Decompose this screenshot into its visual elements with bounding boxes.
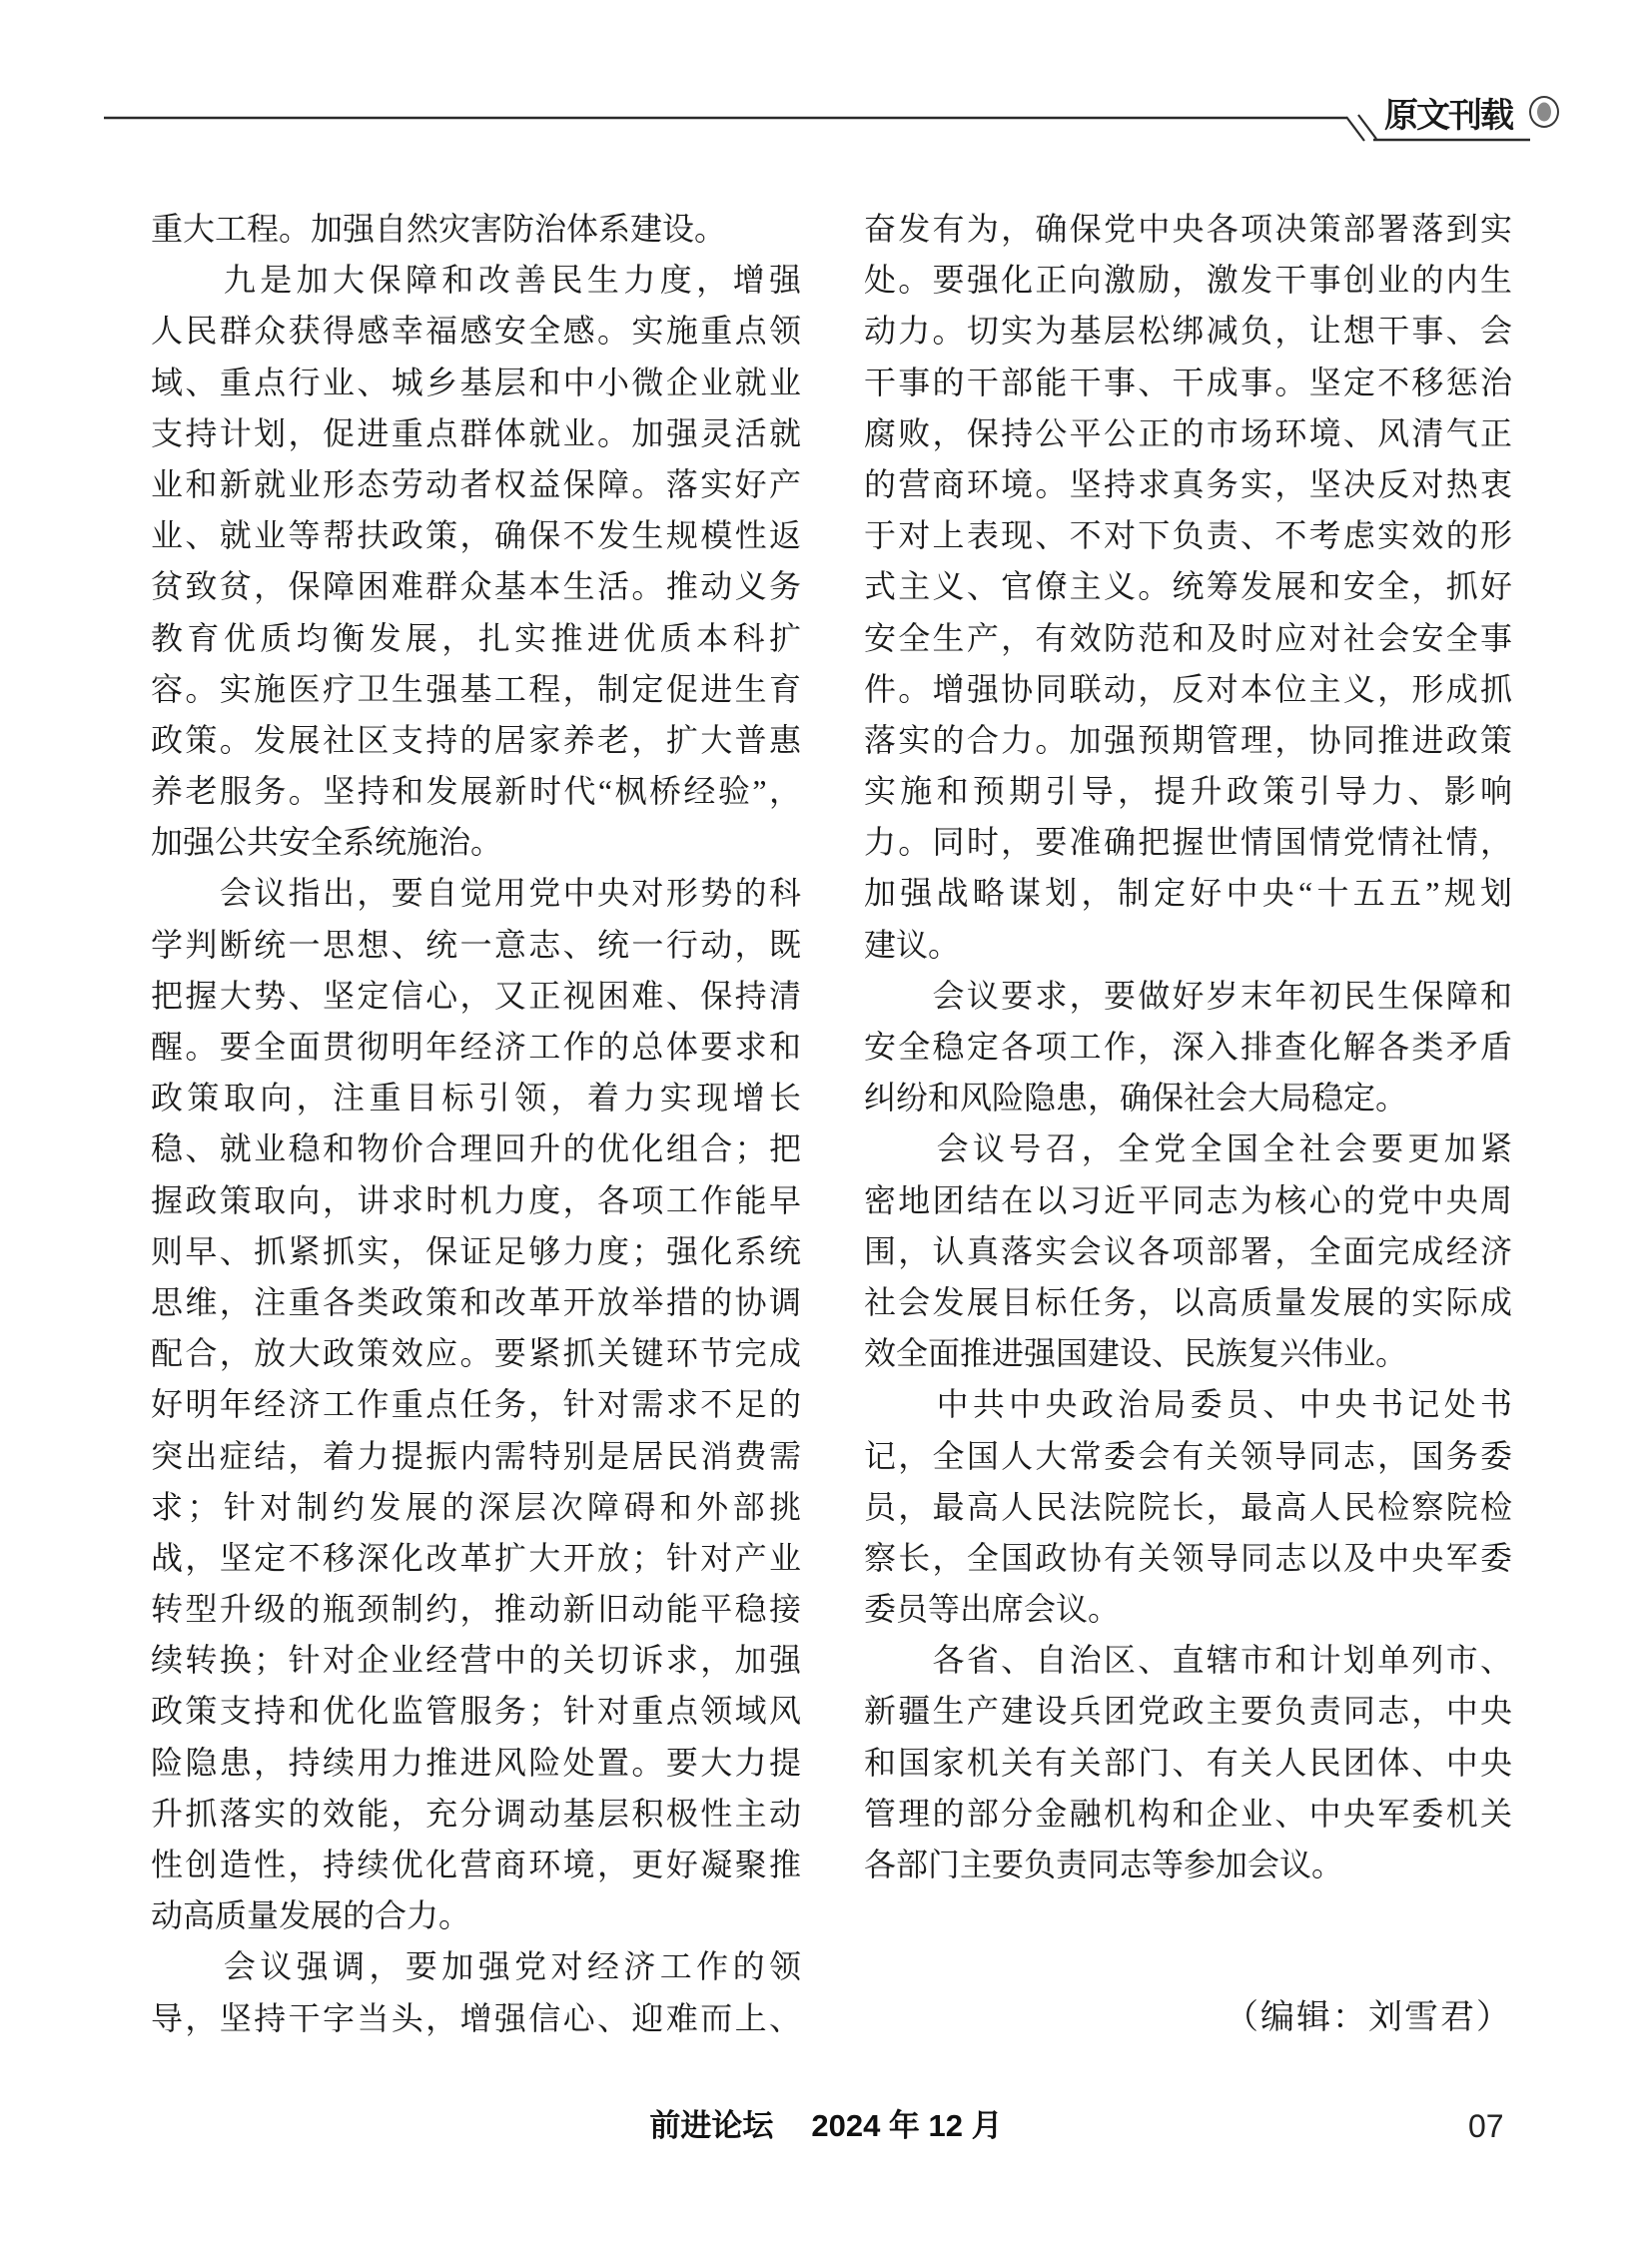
text-line: 求；针对制约发展的深层次障碍和外部挑 — [151, 1488, 801, 1525]
text-line: 突出症结，着力提振内需特别是居民消费需 — [151, 1437, 801, 1474]
text-line: 转型升级的瓶颈制约，推动新旧动能平稳接 — [151, 1591, 801, 1628]
text-line: 纠纷和风险隐患，确保社会大局稳定。 — [864, 1080, 1408, 1117]
text-line: 导，坚持干字当头，增强信心、迎难而上、 — [151, 1999, 801, 2036]
text-line: 效全面推进强国建设、民族复兴伟业。 — [864, 1335, 1408, 1372]
text-line: 战，坚定不移深化改革扩大开放；针对产业 — [151, 1539, 801, 1576]
issue-date: 2024 年 12 月 — [811, 2108, 1003, 2143]
text-line: 中共中央政治局委员、中央书记处书 — [864, 1386, 1512, 1423]
text-line: 则早、抓紧抓实，保证足够力度；强化系统 — [151, 1232, 801, 1269]
text-line: 建议。 — [864, 926, 961, 963]
text-line: 政策支持和优化监管服务；针对重点领域风 — [151, 1693, 801, 1730]
text-line: 把握大势、坚定信心，又正视困难、保持清 — [151, 977, 801, 1014]
text-line: 人民群众获得感幸福感安全感。实施重点领 — [151, 313, 801, 350]
text-line: 加强战略谋划，制定好中央“十五五”规划 — [864, 875, 1512, 912]
text-line: 安全稳定各项工作，深入排查化解各类矛盾 — [864, 1029, 1512, 1065]
header-section-title: 原文刊载 — [1384, 98, 1512, 135]
text-line: 政策。发展社区支持的居家养老，扩大普惠 — [151, 721, 801, 758]
text-line: 业、就业等帮扶政策，确保不发生规模性返 — [151, 517, 801, 554]
text-line: 记，全国人大常委会有关领导同志，国务委 — [864, 1437, 1512, 1474]
bullseye-icon — [1529, 96, 1559, 128]
text-line: 密地团结在以习近平同志为核心的党中央周 — [864, 1181, 1512, 1218]
text-line: 会议指出，要自觉用党中央对形势的科 — [151, 875, 801, 912]
text-line: 腐败，保持公平公正的市场环境、风清气正 — [864, 414, 1512, 451]
text-line: 动高质量发展的合力。 — [151, 1897, 471, 1934]
text-line: 思维，注重各类政策和改革开放举措的协调 — [151, 1283, 801, 1320]
text-line: 干事的干部能干事、干成事。坚定不移惩治 — [864, 364, 1512, 400]
text-line: 教育优质均衡发展，扎实推进优质本科扩 — [151, 619, 801, 656]
text-line: 贫致贫，保障困难群众基本生活。推动义务 — [151, 568, 801, 605]
text-line: 新疆生产建设兵团党政主要负责同志，中央 — [864, 1693, 1512, 1730]
text-line: 和国家机关有关部门、有关人民团体、中央 — [864, 1744, 1512, 1781]
text-line: 会议要求，要做好岁末年初民生保障和 — [864, 977, 1512, 1014]
page-number: 07 — [1468, 2108, 1504, 2144]
right-column — [864, 204, 1512, 1890]
text-line: 稳、就业稳和物价合理回升的优化组合；把 — [151, 1130, 801, 1167]
text-line: 配合，放大政策效应。要紧抓关键环节完成 — [151, 1335, 801, 1372]
text-line: 员，最高人民法院院长，最高人民检察院检 — [864, 1488, 1512, 1525]
text-line: 容。实施医疗卫生强基工程，制定促进生育 — [151, 670, 801, 707]
text-line: 安全生产，有效防范和及时应对社会安全事 — [864, 619, 1512, 656]
text-line: 支持计划，促进重点群体就业。加强灵活就 — [151, 414, 801, 451]
text-line: 政策取向，注重目标引领，着力实现增长 — [151, 1080, 801, 1117]
text-line: 社会发展目标任务，以高质量发展的实际成 — [864, 1283, 1512, 1320]
text-line: 实施和预期引导，提升政策引导力、影响 — [864, 773, 1512, 810]
text-line: 动力。切实为基层松绑减负，让想干事、会 — [864, 313, 1512, 350]
journal-name: 前进论坛 — [649, 2108, 774, 2143]
text-line: 处。要强化正向激励，激发干事创业的内生 — [864, 262, 1512, 299]
text-line: 委员等出席会议。 — [864, 1591, 1121, 1628]
text-line: 养老服务。坚持和发展新时代“枫桥经验”， — [151, 773, 801, 810]
text-line: 性创造性，持续优化营商环境，更好凝聚推 — [151, 1847, 801, 1882]
page-footer — [0, 2109, 1652, 2143]
text-line: 升抓落实的效能，充分调动基层积极性主动 — [151, 1795, 801, 1832]
text-line: 奋发有为，确保党中央各项决策部署落到实 — [864, 211, 1512, 247]
text-line: 件。增强协同联动，反对本位主义，形成抓 — [864, 670, 1512, 707]
text-line: 察长，全国政协有关领导同志以及中央军委 — [864, 1539, 1512, 1576]
text-line: 好明年经济工作重点任务，针对需求不足的 — [151, 1386, 801, 1423]
text-line: 围，认真落实会议各项部署，全面完成经济 — [864, 1232, 1512, 1269]
text-line: 险隐患，持续用力推进风险处置。要大力提 — [151, 1744, 801, 1781]
text-line: 各部门主要负责同志等参加会议。 — [864, 1847, 1344, 1882]
text-line: 握政策取向，讲求时机力度，各项工作能早 — [151, 1181, 801, 1218]
text-line: 会议强调，要加强党对经济工作的领 — [151, 1948, 801, 1985]
text-line: 各省、自治区、直辖市和计划单列市、 — [864, 1642, 1512, 1679]
editor-credit: （编辑：刘雪君） — [1225, 1999, 1512, 2036]
text-line: 于对上表现、不对下负责、不考虑实效的形 — [864, 517, 1512, 554]
text-line: 力。同时，要准确把握世情国情党情社情， — [864, 824, 1512, 861]
text-line: 加强公共安全系统施治。 — [151, 824, 503, 861]
text-line: 落实的合力。加强预期管理，协同推进政策 — [864, 721, 1512, 758]
text-line: 九是加大保障和改善民生力度，增强 — [151, 262, 801, 299]
text-line: 续转换；针对企业经营中的关切诉求，加强 — [151, 1642, 801, 1679]
text-line: 重大工程。加强自然灾害防治体系建设。 — [151, 211, 727, 247]
text-line: 学判断统一思想、统一意志、统一行动，既 — [151, 926, 801, 963]
text-line: 醒。要全面贯彻明年经济工作的总体要求和 — [151, 1029, 801, 1065]
left-column — [151, 204, 801, 2044]
bullseye-icon-center — [1537, 103, 1551, 122]
text-line: 业和新就业形态劳动者权益保障。落实好产 — [151, 465, 801, 502]
text-line: 会议号召，全党全国全社会要更加紧 — [864, 1130, 1512, 1167]
text-line: 管理的部分金融机构和企业、中央军委机关 — [864, 1795, 1512, 1832]
text-line: 式主义、官僚主义。统筹发展和安全，抓好 — [864, 568, 1512, 605]
text-line: 域、重点行业、城乡基层和中小微企业就业 — [151, 364, 801, 400]
text-line: 的营商环境。坚持求真务实，坚决反对热衷 — [864, 465, 1512, 502]
